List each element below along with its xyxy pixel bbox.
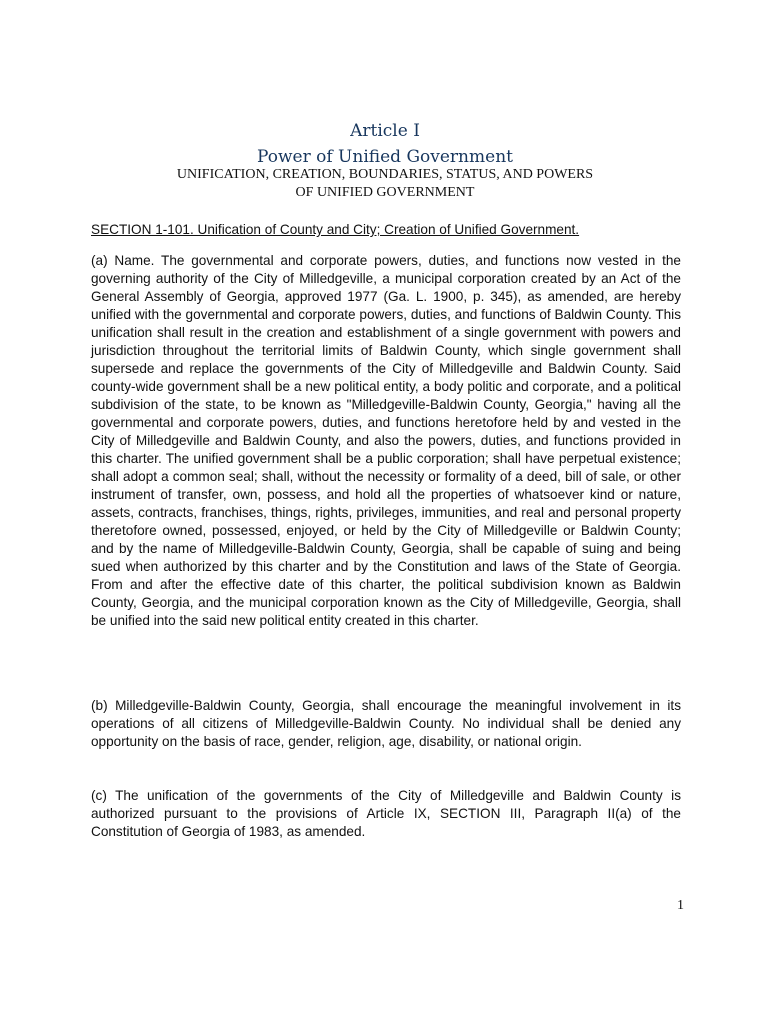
page-number: 1 bbox=[677, 898, 684, 913]
paragraph-a: (a) Name. The governmental and corporate powers, duties, and functions now vested in the governing authority of the City of Milledgeville, a municipal corporation created by an Act of the General Assembly of Georgia, approved 1977 (Ga. L. 1900, p. 345), as amended, are hereby unified with the governmental and corporate powers, duties, and functions of Baldwin County. This unification shall result in the creation and establishment of a single government with powers and jurisdiction throughout the territorial limits of Baldwin County, which single government shall supersede and replace the governments of the City of Milledgeville and Baldwin County. Said county-wide government shall be a new political entity, a body politic and corporate, and a political subdivision of the state, to be known as "Milledgeville-Baldwin County, Georgia," having all the governmental and corporate powers, duties, and functions heretofore held by and vested in the City of Milledgeville and Baldwin County, and also the powers, duties, and functions provided in this charter. The unified government shall be a public corporation; shall have perpetual existence; shall adopt a common seal; shall, without the necessity or formality of a deed, bill of sale, or other instrument of transfer, own, possess, and hold all the properties of whatsoever kind or nature, assets, contracts, franchises, things, rights, privileges, immunities, and real and personal property theretofore owned, possessed, enjoyed, or held by the City of Milledgeville or Baldwin County; and by the name of Milledgeville-Baldwin County, Georgia, shall be capable of suing and being sued when authorized by this charter and by the Constitution and laws of the State of Georgia. From and after the effective date of this charter, the political subdivision known as Baldwin County, Georgia, and the municipal corporation known as the City of Milledgeville, Georgia, shall be unified into the said new political entity created in this charter. bbox=[91, 253, 681, 628]
section-heading: SECTION 1-101. Unification of County and City; Creation of Unified Government. bbox=[91, 222, 580, 237]
paragraph-b: (b) Milledgeville-Baldwin County, Georgia, shall encourage the meaningful involvement in its operations of all citizens of Milledgeville-Baldwin County. No individual shall be denied any opportunity on the basis of race, gender, religion, age, disability, or national origin. bbox=[91, 698, 681, 749]
article-label: Article I bbox=[350, 121, 420, 141]
paragraph-c: (c) The unification of the governments of the City of Milledgeville and Baldwin County is authorized pursuant to the provisions of Article IX, SECTION III, Paragraph II(a) of the Constitution of Georgia of 1983, as amended. bbox=[91, 788, 681, 839]
article-title: Power of Unified Government bbox=[257, 147, 513, 167]
caps-heading: UNIFICATION, CREATION, BOUNDARIES, STATUS, AND POWERS OF UNIFIED GOVERNMENT bbox=[176, 167, 594, 200]
